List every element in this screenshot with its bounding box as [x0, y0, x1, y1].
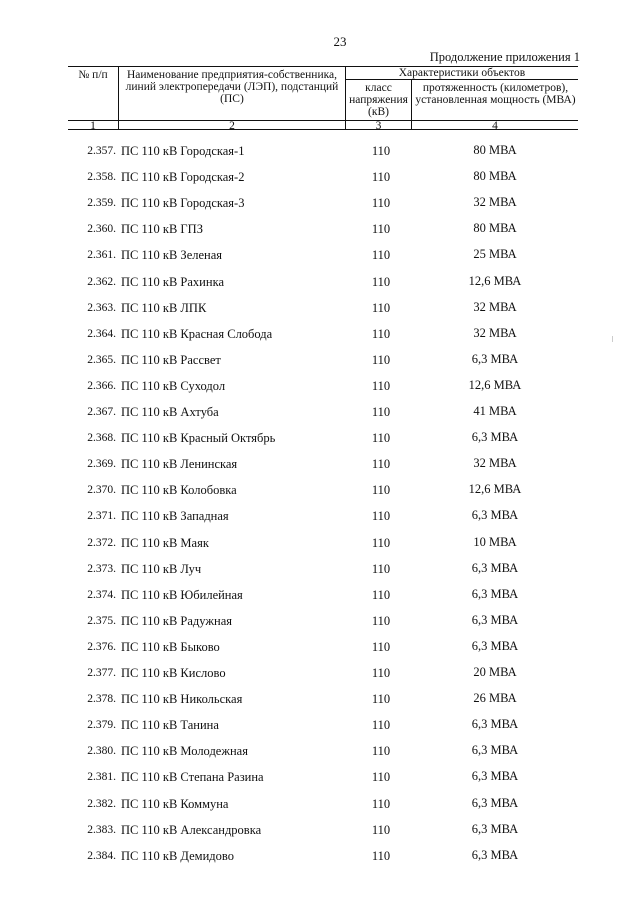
header-group: Характеристики объектов: [398, 67, 526, 79]
row-number: 2.363.: [87, 301, 116, 314]
row-number: 2.372.: [87, 536, 116, 549]
row-voltage: 110: [371, 535, 391, 550]
row-voltage: 110: [371, 639, 391, 654]
row-power: 6,3 МВА: [471, 586, 519, 601]
row-voltage: 110: [371, 405, 391, 419]
row-voltage: 110: [371, 457, 391, 472]
row-voltage: 110: [371, 483, 391, 498]
row-voltage: 110: [371, 170, 391, 185]
row-name: ПС 110 кВ Маяк: [121, 535, 209, 550]
col-number-3: 3: [375, 120, 382, 132]
row-voltage: 110: [371, 352, 391, 367]
row-voltage: 110: [371, 144, 391, 158]
row-power: 6,3 МВА: [471, 847, 519, 862]
row-name: ПС 110 кВ Красная Слобода: [121, 326, 273, 341]
row-number: 2.366.: [87, 379, 116, 392]
table-row: [0, 374, 640, 400]
row-power: 6,3 МВА: [471, 560, 519, 575]
header-length-power: протяженность (километров), установленная мощность (МВА): [415, 82, 576, 106]
table-row: [0, 635, 640, 661]
row-name: ПС 110 кВ Красный Октябрь: [121, 431, 276, 446]
table-row: [0, 296, 640, 322]
row-number: 2.369.: [87, 458, 116, 471]
row-voltage: 110: [371, 666, 391, 680]
row-number: 2.365.: [87, 353, 116, 366]
row-name: ПС 110 кВ Колобовка: [121, 483, 237, 498]
row-power: 6,3 МВА: [471, 508, 519, 523]
row-power: 12,6 МВА: [468, 482, 522, 497]
table-row: [0, 818, 640, 844]
row-number: 2.375.: [87, 614, 116, 627]
row-name: ПС 110 кВ Западная: [121, 509, 229, 524]
row-power: 6,3 МВА: [471, 717, 519, 732]
row-number: 2.357.: [87, 145, 116, 157]
col-number-2: 2: [229, 120, 235, 132]
row-number: 2.359.: [87, 197, 116, 210]
row-power: 32 МВА: [473, 325, 517, 340]
row-number: 2.377.: [87, 667, 116, 679]
continuation-note: Продолжение приложения 1: [429, 50, 580, 64]
row-voltage: 110: [371, 326, 391, 341]
row-power: 6,3 МВА: [471, 612, 519, 627]
row-voltage: 110: [371, 274, 391, 289]
table-row: [0, 504, 640, 530]
row-voltage: 110: [371, 300, 391, 315]
row-power: 6,3 МВА: [471, 430, 519, 445]
row-power: 6,3 МВА: [471, 743, 519, 758]
table-header: [68, 66, 578, 130]
table-row: [0, 165, 640, 191]
col-number-1: 1: [90, 120, 96, 132]
table-row: [0, 661, 640, 687]
row-voltage: 110: [371, 848, 391, 863]
table-row: [0, 478, 640, 504]
table-row: [0, 322, 640, 348]
row-name: ПС 110 кВ ГПЗ: [121, 222, 203, 237]
header-voltage: класс напряжения (кВ): [349, 82, 408, 118]
row-name: ПС 110 кВ Быково: [121, 639, 220, 654]
row-name: ПС 110 кВ Степана Разина: [121, 770, 264, 785]
row-power: 25 МВА: [473, 247, 517, 262]
row-name: ПС 110 кВ ЛПК: [121, 300, 207, 315]
row-name: ПС 110 кВ Ахтуба: [121, 405, 219, 419]
row-voltage: 110: [371, 822, 391, 837]
row-number: 2.362.: [87, 275, 116, 288]
row-number: 2.371.: [87, 510, 116, 523]
row-name: ПС 110 кВ Городская-2: [121, 170, 245, 185]
row-power: 6,3 МВА: [471, 769, 519, 784]
row-name: ПС 110 кВ Зеленая: [121, 248, 223, 263]
row-number: 2.376.: [87, 640, 116, 653]
header-num: № п/п: [78, 69, 108, 81]
row-number: 2.374.: [87, 588, 116, 601]
table-row: [0, 139, 640, 165]
header-name: Наименование предприятия-собственника, линий электропередачи (ЛЭП), подстанций (ПС): [125, 69, 339, 105]
row-power: 32 МВА: [473, 195, 517, 210]
table-row: [0, 557, 640, 583]
group-header-rule: [345, 79, 578, 80]
table-row: [0, 583, 640, 609]
row-name: ПС 110 кВ Юбилейная: [121, 587, 243, 602]
table-row: [0, 765, 640, 791]
table-row: [0, 713, 640, 739]
row-name: ПС 110 кВ Молодежная: [121, 744, 248, 759]
table-row: [0, 243, 640, 269]
table-row: [0, 270, 640, 296]
table-row: [0, 844, 640, 870]
row-number: 2.367.: [87, 406, 116, 418]
row-power: 26 МВА: [473, 691, 517, 706]
row-name: ПС 110 кВ Луч: [121, 561, 202, 576]
row-power: 6,3 МВА: [471, 351, 519, 366]
row-voltage: 110: [371, 196, 391, 211]
row-voltage: 110: [371, 248, 391, 263]
row-number: 2.358.: [87, 171, 116, 184]
row-voltage: 110: [371, 587, 391, 602]
row-name: ПС 110 кВ Александровка: [121, 822, 262, 837]
row-name: ПС 110 кВ Городская-1: [121, 144, 245, 158]
row-number: 2.383.: [87, 823, 116, 836]
row-name: ПС 110 кВ Рассвет: [121, 352, 221, 367]
row-voltage: 110: [371, 770, 391, 785]
row-voltage: 110: [371, 718, 391, 733]
row-power: 6,3 МВА: [471, 821, 519, 836]
row-name: ПС 110 кВ Никольская: [121, 692, 243, 707]
row-voltage: 110: [371, 222, 391, 237]
row-number: 2.380.: [87, 745, 116, 758]
row-power: 80 МВА: [473, 143, 517, 157]
row-voltage: 110: [371, 692, 391, 707]
row-power: 20 МВА: [473, 665, 517, 679]
row-name: ПС 110 кВ Демидово: [121, 848, 234, 863]
row-number: 2.360.: [87, 223, 116, 236]
table-row: [0, 217, 640, 243]
table-row: [0, 426, 640, 452]
row-name: ПС 110 кВ Коммуна: [121, 796, 229, 811]
row-voltage: 110: [371, 613, 391, 628]
table-row: [0, 792, 640, 818]
row-number: 2.379.: [87, 719, 116, 732]
row-power: 80 МВА: [473, 169, 517, 184]
row-name: ПС 110 кВ Городская-3: [121, 196, 245, 211]
row-voltage: 110: [371, 561, 391, 576]
row-power: 6,3 МВА: [471, 795, 519, 810]
row-power: 6,3 МВА: [471, 638, 519, 653]
row-power: 32 МВА: [473, 456, 517, 471]
row-number: 2.378.: [87, 693, 116, 706]
row-name: ПС 110 кВ Танина: [121, 718, 219, 733]
row-number: 2.368.: [87, 432, 116, 445]
row-name: ПС 110 кВ Ленинская: [121, 457, 238, 472]
row-voltage: 110: [371, 431, 391, 446]
row-number: 2.384.: [87, 849, 116, 862]
col-number-4: 4: [492, 120, 498, 132]
row-name: ПС 110 кВ Кислово: [121, 666, 226, 680]
row-voltage: 110: [371, 509, 391, 524]
table-row: [0, 400, 640, 426]
row-name: ПС 110 кВ Суходол: [121, 378, 226, 393]
table-row: [0, 348, 640, 374]
table-row: [0, 531, 640, 557]
row-power: 12,6 МВА: [468, 273, 522, 288]
row-number: 2.361.: [87, 249, 116, 262]
margin-mark: [612, 336, 613, 342]
row-voltage: 110: [371, 796, 391, 811]
row-power: 80 МВА: [473, 221, 517, 236]
page-number: 23: [333, 34, 347, 49]
row-power: 12,6 МВА: [468, 377, 522, 392]
table-row: [0, 609, 640, 635]
row-name: ПС 110 кВ Радужная: [121, 613, 233, 628]
row-number: 2.381.: [87, 771, 116, 784]
row-number: 2.370.: [87, 484, 116, 497]
row-number: 2.364.: [87, 327, 116, 340]
table-row: [0, 452, 640, 478]
row-voltage: 110: [371, 744, 391, 759]
row-power: 32 МВА: [473, 299, 517, 314]
row-power: 10 МВА: [473, 534, 517, 549]
row-voltage: 110: [371, 378, 391, 393]
table-row: [0, 191, 640, 217]
row-power: 41 МВА: [473, 404, 517, 418]
row-number: 2.382.: [87, 797, 116, 810]
table-row: [0, 739, 640, 765]
row-number: 2.373.: [87, 562, 116, 575]
row-name: ПС 110 кВ Рахинка: [121, 274, 224, 289]
table-row: [0, 687, 640, 713]
